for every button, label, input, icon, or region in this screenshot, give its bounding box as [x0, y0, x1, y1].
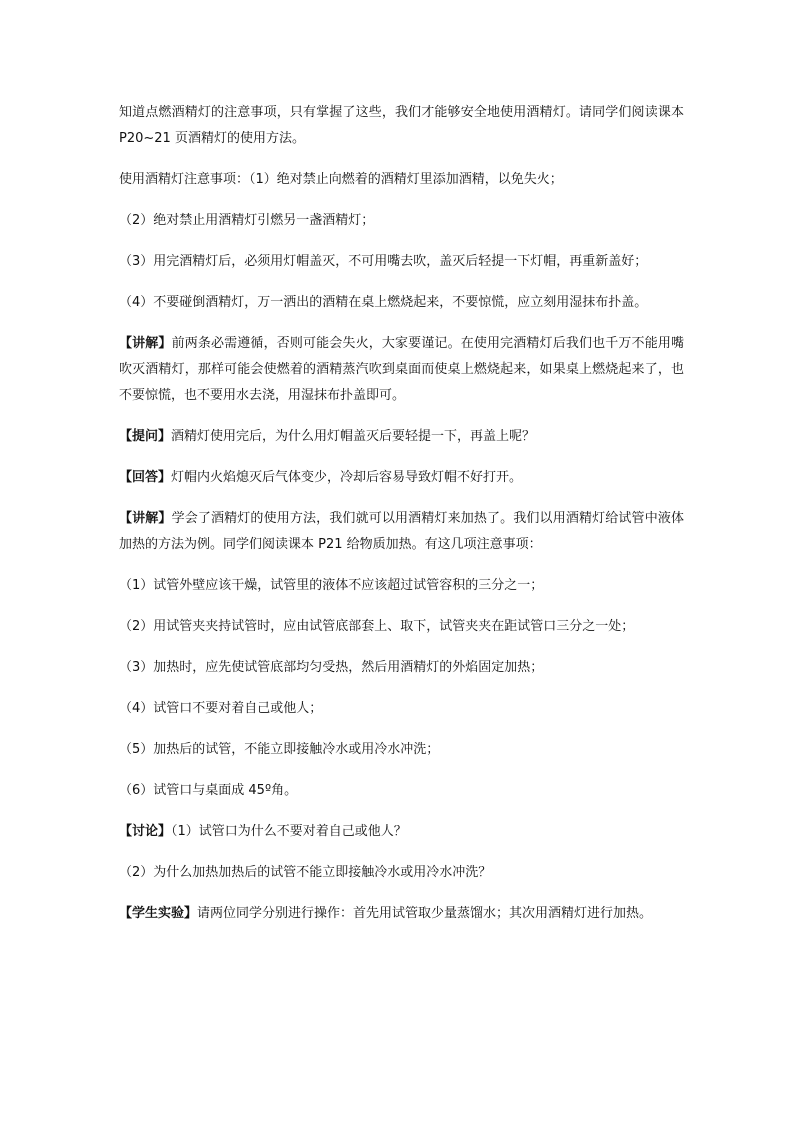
- paragraph-explanation-2: [119, 506, 684, 558]
- paragraph-student-experiment: [119, 901, 684, 927]
- paragraph-heating-4: [119, 696, 684, 722]
- paragraph-text: （2）为什么加热加热后的试管不能立即接触冷水或用冷水冲洗？: [119, 865, 492, 880]
- paragraph-text: （3）用完酒精灯后，必须用灯帽盖灭，不可用嘴去吹，盖灭后轻提一下灯帽，再重新盖好；: [119, 254, 648, 269]
- paragraph-text: （1）试管口为什么不要对着自己或他人？: [171, 824, 407, 839]
- paragraph-text: （2）用试管夹夹持试管时，应由试管底部套上、取下，试管夹夹在距试管口三分之一处；: [119, 619, 635, 634]
- paragraph-text: 知道点燃酒精灯的注意事项，只有掌握了这些，我们才能够安全地使用酒精灯。请同学们阅读课本 P20~21 页酒精灯的使用方法。: [119, 105, 684, 146]
- paragraph-precaution-4: [119, 290, 684, 316]
- paragraph-heating-2: [119, 614, 684, 640]
- paragraph-text: 酒精灯使用完后，为什么用灯帽盖灭后要轻提一下，再盖上呢？: [171, 429, 536, 444]
- paragraph-text: （3）加热时，应先使试管底部均匀受热，然后用酒精灯的外焰固定加热；: [119, 660, 544, 675]
- paragraph-explanation-1: [119, 331, 684, 409]
- paragraph-text: 学会了酒精灯的使用方法，我们就可以用酒精灯来加热了。我们以用酒精灯给试管中液体加热的方法为例。同学们阅读课本 P21 给物质加热。有这几项注意事项：: [119, 511, 684, 552]
- paragraph-discussion-1: [119, 819, 684, 845]
- section-label: 【提问】: [119, 429, 172, 444]
- paragraph-question: [119, 424, 684, 450]
- paragraph-text: 请两位同学分别进行操作：首先用试管取少量蒸馏水；其次用酒精灯进行加热。: [197, 906, 653, 921]
- paragraph-text: （4）试管口不要对着自己或他人；: [119, 701, 323, 716]
- paragraph-precaution-2: [119, 208, 684, 234]
- document-body: [119, 100, 684, 942]
- section-label: 【学生实验】: [119, 906, 198, 921]
- section-label: 【讨论】: [119, 824, 172, 839]
- paragraph-text: （6）试管口与桌面成 45º角。: [119, 783, 298, 798]
- paragraph-heating-1: [119, 573, 684, 599]
- paragraph-text: 灯帽内火焰熄灭后气体变少，冷却后容易导致灯帽不好打开。: [171, 470, 523, 485]
- paragraph-precaution-3: [119, 249, 684, 275]
- paragraph-text: （4）不要碰倒酒精灯，万一洒出的酒精在桌上燃烧起来，不要惊慌，应立刻用湿抹布扑盖。: [119, 295, 648, 310]
- paragraph-text: 前两条必需遵循，否则可能会失火，大家要谨记。在使用完酒精灯后我们也千万不能用嘴吹灭酒精灯，那样可能会使燃着的酒精蒸汽吹到桌面而使桌上燃烧起来，如果桌上燃烧起来了，也不要惊慌，也不要用水去浇，用湿抹布扑盖即可。: [119, 336, 684, 403]
- section-label: 【讲解】: [119, 336, 172, 351]
- paragraph-heating-5: [119, 737, 684, 763]
- section-label: 【回答】: [119, 470, 172, 485]
- paragraph-text: （5）加热后的试管，不能立即接触冷水或用冷水冲洗；: [119, 742, 440, 757]
- section-label: 【讲解】: [119, 511, 172, 526]
- paragraph-intro: [119, 100, 684, 152]
- paragraph-discussion-2: [119, 860, 684, 886]
- paragraph-heating-6: [119, 778, 684, 804]
- paragraph-heating-3: [119, 655, 684, 681]
- paragraph-text: （2）绝对禁止用酒精灯引燃另一盏酒精灯；: [119, 213, 375, 228]
- paragraph-answer: [119, 465, 684, 491]
- paragraph-precautions: [119, 167, 684, 193]
- paragraph-text: 使用酒精灯注意事项：（1）绝对禁止向燃着的酒精灯里添加酒精，以免失火；: [119, 172, 563, 187]
- paragraph-text: （1）试管外壁应该干燥，试管里的液体不应该超过试管容积的三分之一；: [119, 578, 544, 593]
